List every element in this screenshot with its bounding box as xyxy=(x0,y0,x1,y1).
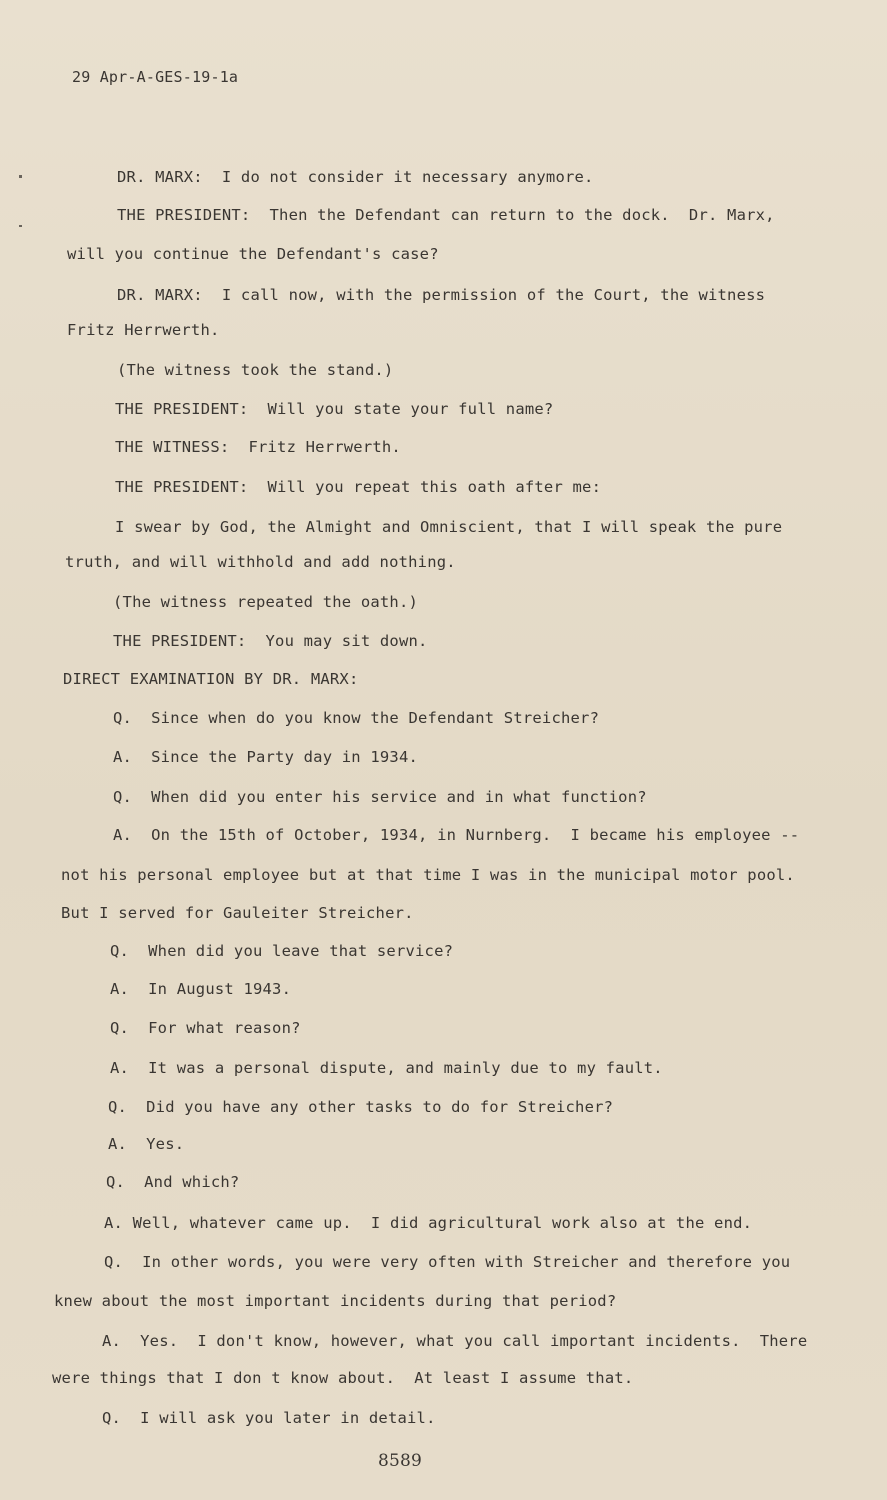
transcript-line: Q. Since when do you know the Defendant Streicher? xyxy=(113,709,600,727)
transcript-line: THE WITNESS: Fritz Herrwerth. xyxy=(115,438,401,456)
margin-mark xyxy=(19,225,22,227)
transcript-line: Q. In other words, you were very often with Streicher and therefore you xyxy=(104,1253,791,1271)
transcript-line: DR. MARX: I do not consider it necessary anymore. xyxy=(117,168,594,186)
transcript-line: will you continue the Defendant's case? xyxy=(67,245,439,263)
transcript-line: not his personal employee but at that time I was in the municipal motor pool. xyxy=(61,866,795,884)
transcript-line: A. Well, whatever came up. I did agricultural work also at the end. xyxy=(104,1214,753,1232)
transcript-line: were things that I don t know about. At least I assume that. xyxy=(52,1369,634,1387)
transcript-line: A. Yes. I don't know, however, what you call important incidents. There xyxy=(102,1332,808,1350)
transcript-line: A. Since the Party day in 1934. xyxy=(113,748,419,766)
margin-mark xyxy=(19,175,22,178)
transcript-line: THE PRESIDENT: Will you repeat this oath after me: xyxy=(115,478,602,496)
page-number: 8589 xyxy=(378,1451,423,1471)
section-heading: DIRECT EXAMINATION BY DR. MARX: xyxy=(63,670,359,688)
transcript-line: A. It was a personal dispute, and mainly due to my fault. xyxy=(110,1059,663,1077)
transcript-line: THE PRESIDENT: Will you state your full name? xyxy=(115,400,554,418)
transcript-line: Q. And which? xyxy=(106,1173,240,1191)
transcript-line: Q. For what reason? xyxy=(110,1019,301,1037)
transcript-line: THE PRESIDENT: You may sit down. xyxy=(113,632,428,650)
transcript-line: Fritz Herrwerth. xyxy=(67,321,220,339)
transcript-line: (The witness took the stand.) xyxy=(117,361,394,379)
transcript-line: A. Yes. xyxy=(108,1135,185,1153)
transcript-line: (The witness repeated the oath.) xyxy=(113,593,419,611)
transcript-line: DR. MARX: I call now, with the permission of the Court, the witness xyxy=(117,286,766,304)
transcript-line: Q. When did you enter his service and in what function? xyxy=(113,788,647,806)
transcript-line: Q. When did you leave that service? xyxy=(110,942,454,960)
transcript-line: knew about the most important incidents during that period? xyxy=(54,1292,617,1310)
transcript-line: Q. I will ask you later in detail. xyxy=(102,1409,436,1427)
transcript-line: truth, and will withhold and add nothing. xyxy=(65,553,456,571)
transcript-line: But I served for Gauleiter Streicher. xyxy=(61,904,414,922)
transcript-line: Q. Did you have any other tasks to do for Streicher? xyxy=(108,1098,614,1116)
transcript-line: I swear by God, the Almight and Omniscient, that I will speak the pure xyxy=(115,518,783,536)
document-header: 29 Apr-A-GES-19-1a xyxy=(72,68,239,86)
transcript-line: A. In August 1943. xyxy=(110,980,292,998)
transcript-line: A. On the 15th of October, 1934, in Nurnberg. I became his employee -- xyxy=(113,826,800,844)
transcript-line: THE PRESIDENT: Then the Defendant can return to the dock. Dr. Marx, xyxy=(117,206,775,224)
